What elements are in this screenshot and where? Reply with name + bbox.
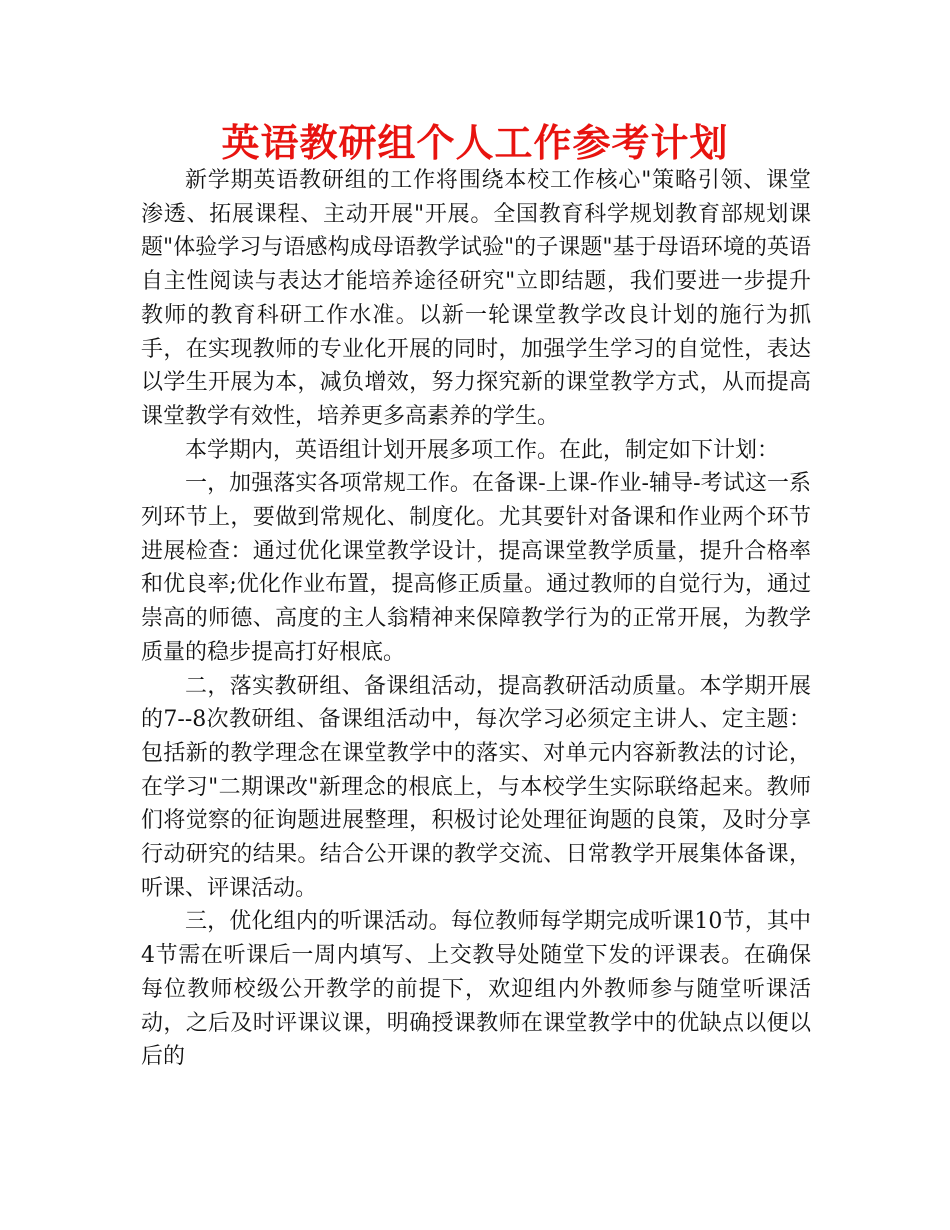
paragraph-item-1: 一，加强落实各项常规工作。在备课-上课-作业-辅导-考试这一系列环节上，要做到常规化、制度化。尤其要针对备课和作业两个环节进展检查：通过优化课堂教学设计，提高课堂教学质量，提升合格率和优良率;优化作业布置，提高修正质量。通过教师的自觉行为，通过崇高的师德、高度的主人翁精神来保障教学行为的正常开展，为教学质量的稳步提高打好根底。: [141, 471, 811, 665]
paragraph-intro: 新学期英语教研组的工作将围绕本校工作核心"策略引领、课堂渗透、拓展课程、主动开展"开展。全国教育科学规划教育部规划课题"体验学习与语感构成母语教学试验"的子课题"基于母语环境的英语自主性阅读与表达才能培养途径研究"立即结题，我们要进一步提升教师的教育科研工作水准。以新一轮课堂教学改良计划的施行为抓手，在实现教师的专业化开展的同时，加强学生学习的自觉性，表达以学生开展为本，减负增效，努力探究新的课堂教学方式，从而提高课堂教学有效性，培养更多高素养的学生。: [141, 168, 811, 429]
document-body: [141, 164, 811, 1074]
paragraph-item-3: 三，优化组内的听课活动。每位教师每学期完成听课10节，其中4节需在听课后一周内填写、上交教导处随堂下发的评课表。在确保每位教师校级公开教学的前提下，欢迎组内外教师参与随堂听课活动，之后及时评课议课，明确授课教师在课堂教学中的优缺点以便以后的: [141, 909, 811, 1070]
document-title: 英语教研组个人工作参考计划: [221, 121, 729, 165]
paragraph-item-2: 二，落实教研组、备课组活动，提高教研活动质量。本学期开展的7--8次教研组、备课组活动中，每次学习必须定主讲人、定主题：包括新的教学理念在课堂教学中的落实、对单元内容新教法的讨论，在学习"二期课改"新理念的根底上，与本校学生实际联络起来。教师们将觉察的征询题进展整理，积极讨论处理征询题的良策，及时分享行动研究的结果。结合公开课的教学交流、日常教学开展集体备课，听课、评课活动。: [141, 673, 811, 901]
paragraph-plan-statement: 本学期内，英语组计划开展多项工作。在此，制定如下计划：: [185, 437, 780, 463]
